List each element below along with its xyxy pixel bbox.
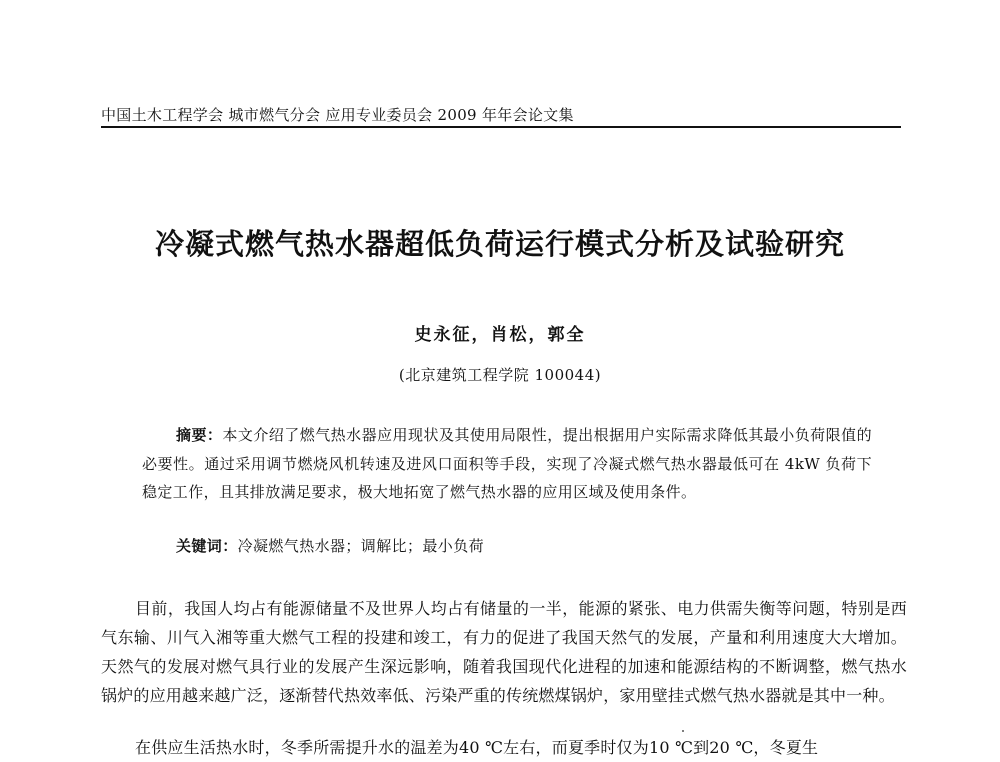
abstract-label: 摘要：: [176, 426, 223, 444]
header-rule: [101, 126, 901, 128]
keywords-label: 关键词：: [176, 537, 238, 555]
paper-title: 冷凝式燃气热水器超低负荷运行模式分析及试验研究: [154, 227, 845, 261]
keywords: [176, 535, 876, 556]
body-paragraph-2: 在供应生活热水时，冬季所需提升水的温差为40 ℃左右，而夏季时仅为10 ℃到20 ℃，冬夏生: [135, 738, 819, 757]
authors: 史永征，肖松，郭全: [414, 325, 586, 345]
running-header: 中国土木工程学会 城市燃气分会 应用专业委员会 2009 年年会论文集: [101, 106, 574, 124]
abstract-text: 本文介绍了燃气热水器应用现状及其使用局限性，提出根据用户实际需求降低其最小负荷限值的必要性。通过采用调节燃烧风机转速及进风口面积等手段，实现了冷凝式燃气热水器最低可在 4kW 负荷下稳定工作，且其排放满足要求，极大地拓宽了燃气热水器的应用区域及使用条件。: [142, 426, 872, 501]
body-paragraph-1: 目前，我国人均占有能源储量不及世界人均占有储量的一半，能源的紧张、电力供需失衡等问题，特别是西气东输、川气入湘等重大燃气工程的投建和竣工，有力的促进了我国天然气的发展，产量和利用速度大大增加。天然气的发展对燃气具行业的发展产生深远影响，随着我国现代化进程的加速和能源结构的不断调整，燃气热水锅炉的应用越来越广泛，逐渐替代热效率低、污染严重的传统燃煤锅炉，家用壁挂式燃气热水器就是其中一种。: [101, 599, 907, 705]
affiliation: (北京建筑工程学院 100044): [398, 366, 602, 384]
keywords-text: 冷凝燃气热水器；调解比；最小负荷: [237, 537, 485, 555]
scan-speck: [682, 730, 684, 732]
abstract: [142, 421, 872, 507]
